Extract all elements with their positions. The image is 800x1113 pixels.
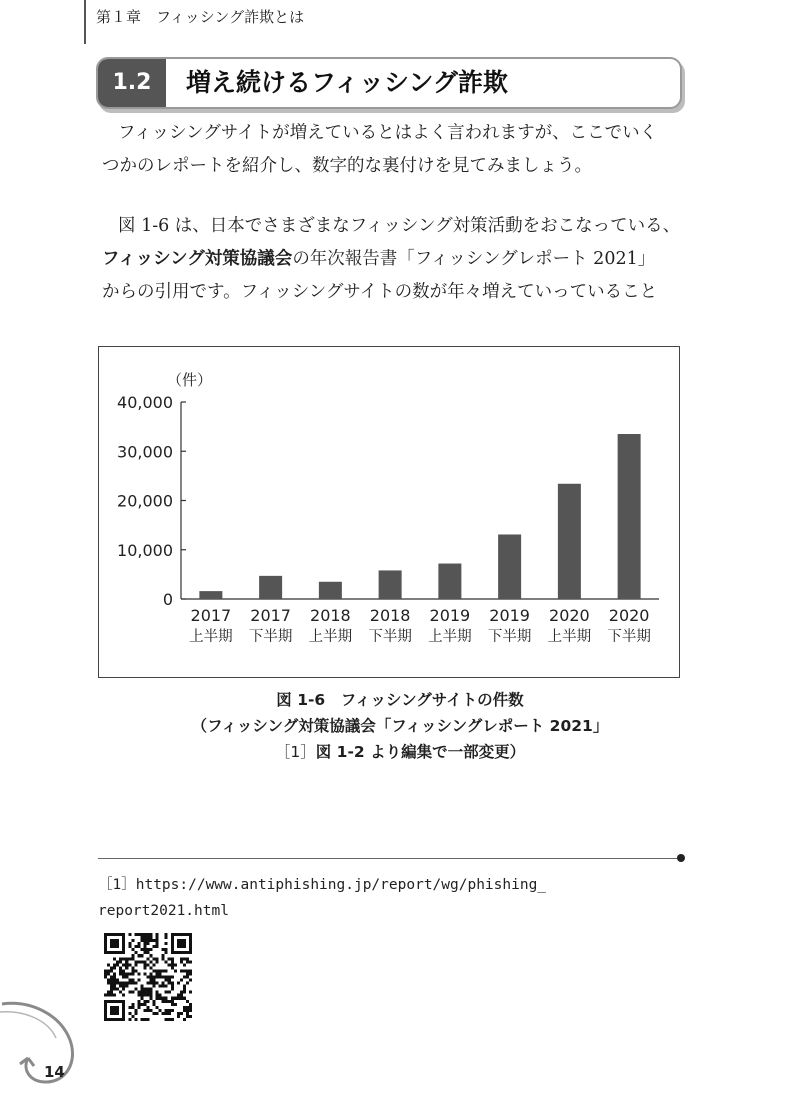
x-tick-year-label: 2019: [429, 606, 471, 625]
x-tick-half-label: 上半期: [428, 629, 472, 645]
bar: [379, 570, 402, 599]
footnote-reference: ［1］: [274, 743, 316, 761]
paragraph-2-line-2-rest: の年次報告書「フィッシングレポート 2021」: [292, 249, 656, 269]
x-tick-half-label: 下半期: [607, 629, 651, 645]
section-header: [96, 57, 682, 109]
footnote-marker: ［1］: [98, 877, 136, 893]
section-title: 増え続けるフィッシング詐欺: [186, 68, 508, 97]
figure-caption-line-3-rest: 図 1-2 より編集で一部変更）: [315, 743, 526, 761]
x-tick-year-label: 2017: [250, 606, 291, 625]
paragraph-1-line-1: フィッシングサイトが増えているとはよく言われますが、ここでいく: [118, 123, 658, 143]
x-tick-half-label: 下半期: [368, 629, 412, 645]
y-tick-label: 20,000: [117, 491, 173, 511]
x-tick-half-label: 下半期: [487, 629, 532, 645]
x-tick-half-label: 下半期: [248, 629, 293, 645]
bar: [199, 591, 222, 599]
x-tick-year-label: 2019: [489, 606, 530, 625]
y-axis-unit-label: （件）: [167, 371, 213, 389]
chart-axes: [181, 402, 659, 599]
footnote-rule: [98, 858, 680, 859]
bar: [498, 534, 521, 599]
x-tick-year-label: 2017: [190, 606, 232, 625]
footnote: [98, 872, 698, 924]
x-tick-year-label: 2018: [310, 606, 351, 625]
figure-1-6: [98, 346, 680, 678]
bar: [558, 484, 581, 599]
x-tick-year-label: 2020: [608, 606, 650, 625]
x-tick-year-label: 2020: [549, 606, 590, 625]
y-tick-label: 10,000: [117, 540, 173, 560]
bar: [259, 576, 282, 599]
figure-caption-line-3: [0, 740, 800, 765]
running-head: 第１章 フィッシング詐欺とは: [84, 0, 304, 44]
footnote-url-line-1[interactable]: https://www.antiphishing.jp/report/wg/phishing_: [135, 877, 547, 893]
footnote-line-1: [98, 872, 698, 898]
chart-bars: [199, 434, 640, 599]
x-tick-half-label: 上半期: [308, 629, 353, 645]
paragraph-2-line-1: 図 1-6 は、日本でさまざまなフィッシング対策活動をおこなっている、: [118, 216, 681, 236]
y-tick-label: 40,000: [117, 393, 173, 412]
x-tick-labels: [189, 606, 651, 645]
paragraph-2-line-3: からの引用です。フィッシングサイトの数が年々増えていっていること: [102, 282, 658, 302]
bar: [319, 582, 342, 599]
figure-caption-line-2: （フィッシング対策協議会「フィッシングレポート 2021」: [191, 717, 609, 735]
y-tick-label: 30,000: [117, 442, 173, 462]
y-tick-labels: [117, 393, 173, 609]
x-tick-year-label: 2018: [369, 606, 411, 625]
bar: [618, 434, 641, 599]
figure-caption-line-1: 図 1-6 フィッシングサイトの件数: [276, 691, 524, 709]
paragraph-1-line-2: つかのレポートを紹介し、数字的な裏付けを見てみましょう。: [102, 156, 592, 176]
footnote-url-line-2[interactable]: report2021.html: [98, 903, 229, 919]
paragraph-2: [102, 210, 688, 309]
x-tick-half-label: 上半期: [189, 629, 233, 645]
page-number: 14: [44, 1063, 65, 1081]
section-number: 1.2: [98, 59, 166, 107]
bar-chart: [99, 347, 678, 676]
bar: [438, 564, 461, 599]
x-tick-half-label: 上半期: [547, 629, 592, 645]
footnote-rule-dot: [677, 854, 685, 862]
paragraph-1: [102, 117, 688, 183]
qr-code-icon[interactable]: [104, 933, 192, 1021]
organization-name: フィッシング対策協議会: [102, 249, 293, 269]
y-tick-label: 0: [162, 590, 173, 609]
paragraph-2-line-2: [102, 243, 688, 276]
